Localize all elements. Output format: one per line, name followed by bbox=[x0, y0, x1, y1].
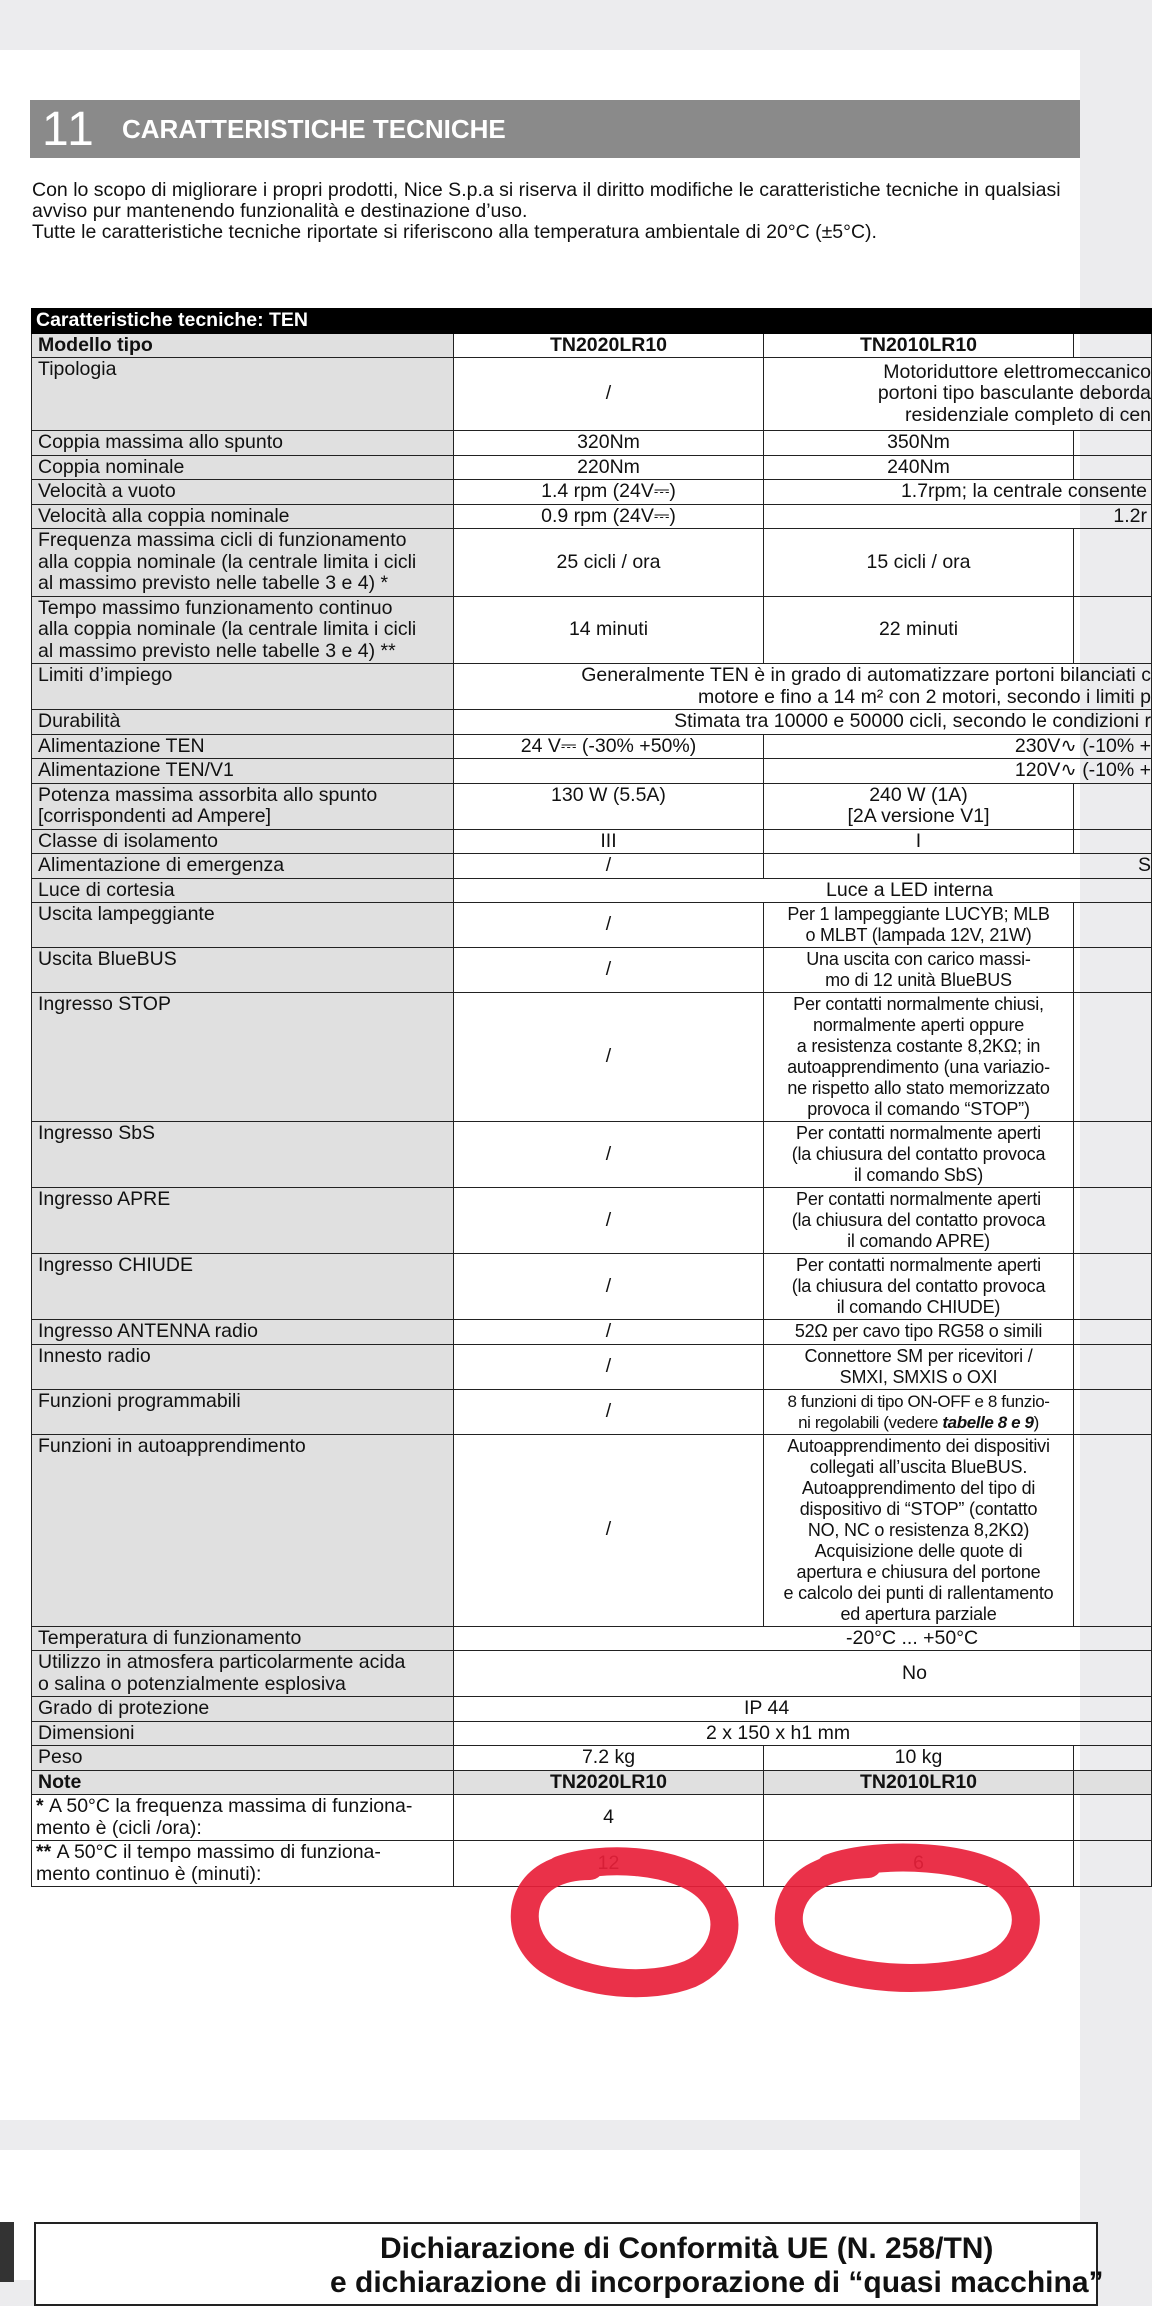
header-model-2: TN2010LR10 bbox=[764, 333, 1074, 358]
cell-model-1: / bbox=[454, 1122, 764, 1188]
cell-model-1: / bbox=[454, 1344, 764, 1389]
notes-model-1: TN2020LR10 bbox=[454, 1770, 764, 1795]
table-row bbox=[32, 480, 1152, 505]
cell-spanning: No bbox=[454, 1651, 1152, 1697]
header-label: Modello tipo bbox=[32, 333, 454, 358]
cell-model-2: 15 cicli / ora bbox=[764, 529, 1074, 597]
cell-model-1: / bbox=[454, 1389, 764, 1434]
cell-model-2: 240Nm bbox=[764, 455, 1074, 480]
table-row bbox=[32, 783, 1152, 829]
table-row bbox=[32, 1188, 1152, 1254]
cell-spanning: Luce a LED interna bbox=[454, 878, 1152, 903]
table-row bbox=[32, 1389, 1152, 1434]
intro-line: avviso pur mantenendo funzionalità e destinazione d’uso. bbox=[32, 200, 528, 222]
row-label: Funzioni programmabili bbox=[32, 1389, 454, 1434]
row-label: Grado di protezione bbox=[32, 1697, 454, 1722]
table-row bbox=[32, 1651, 1152, 1697]
intro-paragraph bbox=[32, 180, 1092, 243]
row-label: Potenza massima assorbita allo spunto [corrispondenti ad Ampere] bbox=[32, 783, 454, 829]
cell-model-1: / bbox=[454, 903, 764, 948]
cell-model-1: 130 W (5.5A) bbox=[454, 783, 764, 829]
table-row bbox=[32, 529, 1152, 597]
cell-model-2: 120V∿ (-10% + bbox=[764, 759, 1152, 784]
intro-line: Con lo scopo di migliorare i propri prodotti, Nice S.p.a si riserva il diritto modifiche le caratteristiche tecniche in qualsiasi bbox=[32, 179, 1061, 201]
row-label: Temperatura di funzionamento bbox=[32, 1626, 454, 1651]
cell-spanning: 2 x 150 x h1 mm bbox=[454, 1721, 1152, 1746]
row-label: Ingresso SbS bbox=[32, 1122, 454, 1188]
row-label: Ingresso STOP bbox=[32, 993, 454, 1122]
intro-line: Tutte le caratteristiche tecniche riportate si riferiscono alla temperatura ambientale di 20°C (±5°C). bbox=[32, 221, 877, 243]
cell-model-2: 22 minuti bbox=[764, 596, 1074, 664]
row-label: Luce di cortesia bbox=[32, 878, 454, 903]
table-row bbox=[32, 734, 1152, 759]
cell-model-2: 52Ω per cavo tipo RG58 o simili bbox=[764, 1320, 1074, 1345]
cell-model-2: Una uscita con carico massi- mo di 12 unità BlueBUS bbox=[764, 948, 1074, 993]
cell-model-2: 1.2r bbox=[764, 504, 1152, 529]
table-row bbox=[32, 596, 1152, 664]
table-reference: tabelle 8 e 9 bbox=[942, 1412, 1034, 1432]
row-label: Durabilità bbox=[32, 710, 454, 735]
cell-model-2: Motoriduttore elettromeccanico portoni tipo basculante deborda residenziale completo di cen bbox=[764, 358, 1152, 431]
row-label: Alimentazione TEN/V1 bbox=[32, 759, 454, 784]
cell-model-2: Per contatti normalmente aperti (la chiusura del contatto provoca il comando SbS) bbox=[764, 1122, 1074, 1188]
cell-spanning: Generalmente TEN è in grado di automatizzare portoni bilanciati c motore e fino a 14 m² con 2 motori, secondo i limiti p bbox=[454, 664, 1152, 710]
table-row bbox=[32, 1434, 1152, 1626]
row-label: Coppia nominale bbox=[32, 455, 454, 480]
document-page bbox=[0, 50, 1152, 2120]
cell-model-2: 8 funzioni di tipo ON-OFF e 8 funzio- ni regolabili (vedere tabelle 8 e 9) bbox=[764, 1389, 1074, 1434]
table-header-row bbox=[32, 333, 1152, 358]
row-label: Tipologia bbox=[32, 358, 454, 431]
cell-model-1: / bbox=[454, 1254, 764, 1320]
table-row bbox=[32, 431, 1152, 456]
cell-model-1: 14 minuti bbox=[454, 596, 764, 664]
row-label: Funzioni in autoapprendimento bbox=[32, 1434, 454, 1626]
table-row bbox=[32, 1795, 1152, 1841]
cell-model-1: / bbox=[454, 948, 764, 993]
table-row bbox=[32, 455, 1152, 480]
cell-spanning: -20°C ... +50°C bbox=[454, 1626, 1152, 1651]
row-label: Limiti d’impiego bbox=[32, 664, 454, 710]
row-label: Utilizzo in atmosfera particolarmente acida o salina o potenzialmente esplosiva bbox=[32, 1651, 454, 1697]
row-label: Innesto radio bbox=[32, 1344, 454, 1389]
row-label: Frequenza massima cicli di funzionamento alla coppia nominale (la centrale limita i cicli al massimo previsto nelle tabelle 3 e 4) * bbox=[32, 529, 454, 597]
section-title: CARATTERISTICHE TECNICHE bbox=[122, 113, 506, 144]
cell-model-2: 10 kg bbox=[764, 1746, 1074, 1771]
cell-model-2: Per 1 lampeggiante LUCYB; MLB o MLBT (lampada 12V, 21W) bbox=[764, 903, 1074, 948]
table-row bbox=[32, 854, 1152, 879]
row-label: Ingresso APRE bbox=[32, 1188, 454, 1254]
cell-model-2: 1.7rpm; la centrale consente bbox=[764, 480, 1152, 505]
cell-model-2: Connettore SM per ricevitori / SMXI, SMXIS o OXI bbox=[764, 1344, 1074, 1389]
declaration-title: Dichiarazione di Conformità UE (N. 258/TN) bbox=[380, 2232, 994, 2265]
row-label: Tempo massimo funzionamento continuo alla coppia nominale (la centrale limita i cicli al massimo previsto nelle tabelle 3 e 4) ** bbox=[32, 596, 454, 664]
table-row bbox=[32, 1320, 1152, 1345]
cell-model-2: 240 W (1A) [2A versione V1] bbox=[764, 783, 1074, 829]
table-row bbox=[32, 1344, 1152, 1389]
section-header bbox=[30, 100, 1080, 158]
table-row bbox=[32, 664, 1152, 710]
cell-model-1: / bbox=[454, 358, 764, 431]
row-label: * A 50°C la frequenza massima di funziona- mento è (cicli /ora): bbox=[32, 1795, 454, 1841]
cell-model-1: 1.4 rpm (24V⎓) bbox=[454, 480, 764, 505]
specs-table bbox=[31, 308, 1152, 1887]
cell-model-2: 350Nm bbox=[764, 431, 1074, 456]
table-row bbox=[32, 829, 1152, 854]
table-row bbox=[32, 358, 1152, 431]
cell-model-1: 220Nm bbox=[454, 455, 764, 480]
table-row bbox=[32, 1697, 1152, 1722]
row-label: Uscita BlueBUS bbox=[32, 948, 454, 993]
cell-model-1: / bbox=[454, 854, 764, 879]
row-label: Peso bbox=[32, 1746, 454, 1771]
table-row bbox=[32, 1721, 1152, 1746]
cell-model-1: 0.9 rpm (24V⎓) bbox=[454, 504, 764, 529]
table-row bbox=[32, 1841, 1152, 1887]
row-label: Velocità a vuoto bbox=[32, 480, 454, 505]
cell-model-1: 25 cicli / ora bbox=[454, 529, 764, 597]
table-row bbox=[32, 710, 1152, 735]
table-row bbox=[32, 993, 1152, 1122]
cell-model-1: 12 bbox=[454, 1841, 764, 1887]
section-number: 11 bbox=[42, 102, 96, 156]
cell-spanning: IP 44 bbox=[454, 1697, 1152, 1722]
notes-label: Note bbox=[32, 1770, 454, 1795]
notes-model-2: TN2010LR10 bbox=[764, 1770, 1074, 1795]
cell-model-1: / bbox=[454, 993, 764, 1122]
cell-model-1: 320Nm bbox=[454, 431, 764, 456]
cell-model-2: S bbox=[764, 854, 1152, 879]
row-label: Coppia massima allo spunto bbox=[32, 431, 454, 456]
page-side-tab bbox=[0, 2222, 14, 2282]
table-row bbox=[32, 759, 1152, 784]
cell-model-1: / bbox=[454, 1434, 764, 1626]
row-label: Classe di isolamento bbox=[32, 829, 454, 854]
table-row bbox=[32, 878, 1152, 903]
table-row bbox=[32, 1254, 1152, 1320]
table-row bbox=[32, 948, 1152, 993]
cell-model-2: 230V∿ (-10% + bbox=[764, 734, 1152, 759]
row-label: Alimentazione di emergenza bbox=[32, 854, 454, 879]
cell-model-2: Per contatti normalmente aperti (la chiusura del contatto provoca il comando APRE) bbox=[764, 1188, 1074, 1254]
cell-model-2: Per contatti normalmente aperti (la chiusura del contatto provoca il comando CHIUDE) bbox=[764, 1254, 1074, 1320]
row-label: ** A 50°C il tempo massimo di funziona- mento continuo è (minuti): bbox=[32, 1841, 454, 1887]
declaration-subtitle: e dichiarazione di incorporazione di “quasi macchina” bbox=[330, 2266, 1104, 2299]
cell-model-1: 4 bbox=[454, 1795, 764, 1841]
notes-header-row bbox=[32, 1770, 1152, 1795]
cell-model-1: 7.2 kg bbox=[454, 1746, 764, 1771]
row-label: Alimentazione TEN bbox=[32, 734, 454, 759]
cell-model-1: / bbox=[454, 1188, 764, 1254]
row-label: Velocità alla coppia nominale bbox=[32, 504, 454, 529]
row-label: Dimensioni bbox=[32, 1721, 454, 1746]
table-caption-row bbox=[32, 309, 1152, 334]
table-row bbox=[32, 903, 1152, 948]
cell-model-2: 6 bbox=[764, 1841, 1074, 1887]
table-row bbox=[32, 504, 1152, 529]
table-row bbox=[32, 1626, 1152, 1651]
cell-model-1: / bbox=[454, 1320, 764, 1345]
table-caption: Caratteristiche tecniche: TEN bbox=[32, 309, 1152, 334]
header-model-1: TN2020LR10 bbox=[454, 333, 764, 358]
cell-spanning: Stimata tra 10000 e 50000 cicli, secondo le condizioni r bbox=[454, 710, 1152, 735]
row-label: Ingresso CHIUDE bbox=[32, 1254, 454, 1320]
row-label: Ingresso ANTENNA radio bbox=[32, 1320, 454, 1345]
table-row bbox=[32, 1746, 1152, 1771]
cell-model-2: I bbox=[764, 829, 1074, 854]
cell-model-1: 24 V⎓ (-30% +50%) bbox=[454, 734, 764, 759]
cell-model-1: III bbox=[454, 829, 764, 854]
table-row bbox=[32, 1122, 1152, 1188]
row-label: Uscita lampeggiante bbox=[32, 903, 454, 948]
cell-model-2: Autoapprendimento dei dispositivi collegati all’uscita BlueBUS. Autoapprendimento del tipo di dispositivo di “STOP” (contatto NO, NC o resistenza 8,2KΩ) Acquisizione delle quote di apertura e chiusura del portone e calcolo dei punti di rallentamento ed apertura parziale bbox=[764, 1434, 1074, 1626]
cell-model-2: Per contatti normalmente chiusi, normalmente aperti oppure a resistenza costante 8,2KΩ; in autoapprendimento (una variazio- ne rispetto allo stato memorizzato provoca il comando “STOP”) bbox=[764, 993, 1074, 1122]
